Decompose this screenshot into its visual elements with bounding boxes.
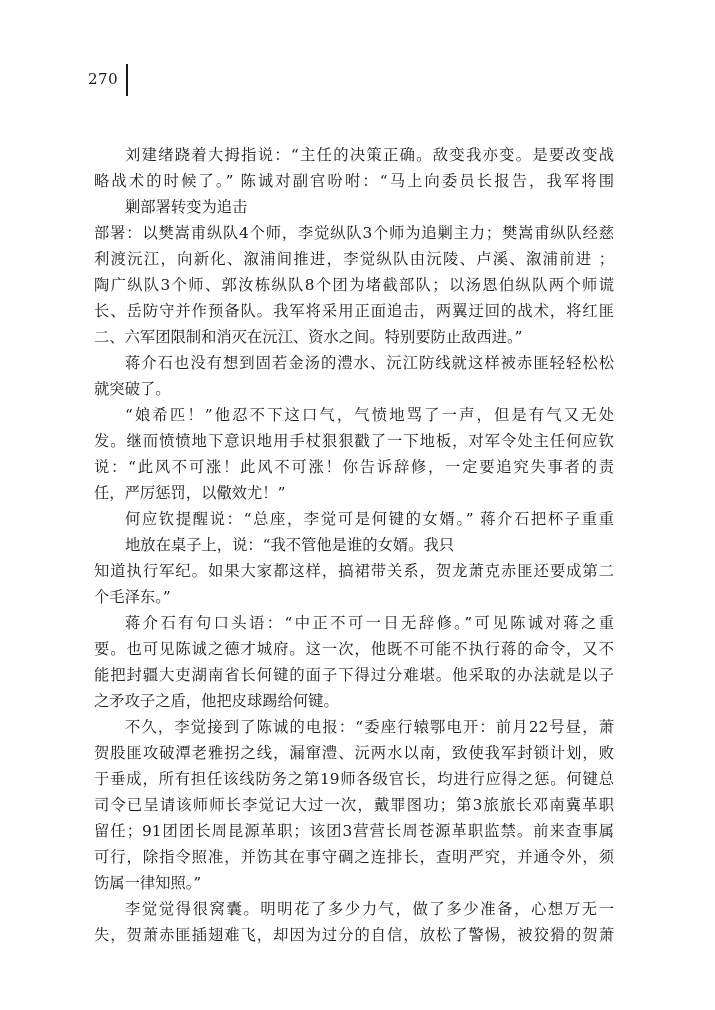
text-line: 失，贺萧赤匪插翅难飞，却因为过分的自信，放松了警惕，被狡猾的贺萧 (94, 926, 614, 944)
text-line: 要。也可见陈诚之德才城府。这一次，他既不可能不执行蒋的命令，又不 (94, 640, 614, 658)
body-text (94, 142, 614, 948)
text-line: 利渡沅江，向新化、溆浦间推进，李觉纵队由沅陵、卢溪、溆浦前进 ； (94, 250, 614, 268)
text-line: 个毛泽东。” (94, 588, 171, 606)
text-line: 任，严厉惩罚，以儆效尤！” (94, 484, 286, 502)
text-line: 之矛攻子之盾，他把皮球踢给何键。 (94, 692, 339, 710)
text-line: 可行，除指令照准，并饬其在事守碉之连排长，查明严究，并通令外，须 (94, 848, 614, 866)
text-line: 司令已呈请该师师长李觉记大过一次，戴罪图功；第3旅旅长邓南冀革职 (94, 796, 614, 814)
text-line: 贺股匪攻破潭老雅拐之线，漏窜澧、沅两水以南，致使我军封锁计划，败 (94, 744, 614, 762)
text-line: 何应钦提醒说：“总座，李觉可是何键的女婿。” 蒋介石把杯子重重 (125, 510, 614, 528)
page-number: 270 (88, 70, 119, 88)
text-line: 发。继而愤愤地下意识地用手杖狠狠戳了一下地板，对军令处主任何应钦 (94, 432, 614, 450)
text-line: 二、六军团限制和消灭在沅江、资水之间。特别要防止敌西进。” (94, 328, 523, 346)
text-line: 知道执行军纪。如果大家都这样，搞裙带关系，贺龙萧克赤匪还要成第二 (94, 562, 614, 580)
text-line: 略战术的时候了。” 陈诚对副官吩咐：“马上向委员长报告，我军将围 (94, 172, 614, 190)
text-line: 李觉觉得很窝囊。明明花了多少力气，做了多少准备，心想万无一 (125, 900, 614, 918)
text-line: 蒋介石有句口头语：“中正不可一日无辞修。”可见陈诚对蒋之重 (125, 614, 614, 632)
text-line: 陶广纵队3个师、郭汝栋纵队8个团为堵截部队；以汤恩伯纵队两个师谎 (94, 276, 614, 294)
text-line: 留任；91团团长周昆源革职；该团3营营长周苍源革职监禁。前来查事属 (94, 822, 614, 840)
text-line: 剿部署转变为追击 (125, 198, 248, 216)
text-line: 不久，李觉接到了陈诚的电报：“委座行辕鄂电开：前月22号昼，萧 (125, 718, 614, 736)
text-line: 说：“此风不可涨！此风不可涨！你告诉辞修，一定要追究失事者的责 (94, 458, 614, 476)
header-rule (126, 64, 128, 96)
text-line: 饬属一律知照。” (94, 874, 202, 892)
text-line: 能把封疆大吏湖南省长何键的面子下得过分难堪。他采取的办法就是以子 (94, 666, 614, 684)
text-line: 部署：以樊嵩甫纵队4个师，李觉纵队3个师为追剿主力；樊嵩甫纵队经慈 (94, 224, 614, 242)
text-line: 蒋介石也没有想到固若金汤的澧水、沅江防线就这样被赤匪轻轻松松 (125, 354, 614, 372)
text-line: “娘希匹！”他忍不下这口气，气愤地骂了一声，但是有气又无处 (125, 406, 614, 424)
text-line: 长、岳防守并作预备队。我军将采用正面追击，两翼迂回的战术，将红匪 (94, 302, 614, 320)
text-line: 地放在桌子上，说：“我不管他是谁的女婿。我只 (125, 536, 455, 554)
text-line: 就突破了。 (94, 380, 171, 398)
text-line: 刘建绪跷着大拇指说：“主任的决策正确。敌变我亦变。是要改变战 (125, 146, 614, 164)
text-line: 于垂成，所有担任该线防务之第19师各级官长，均进行应得之惩。何键总 (94, 770, 614, 788)
